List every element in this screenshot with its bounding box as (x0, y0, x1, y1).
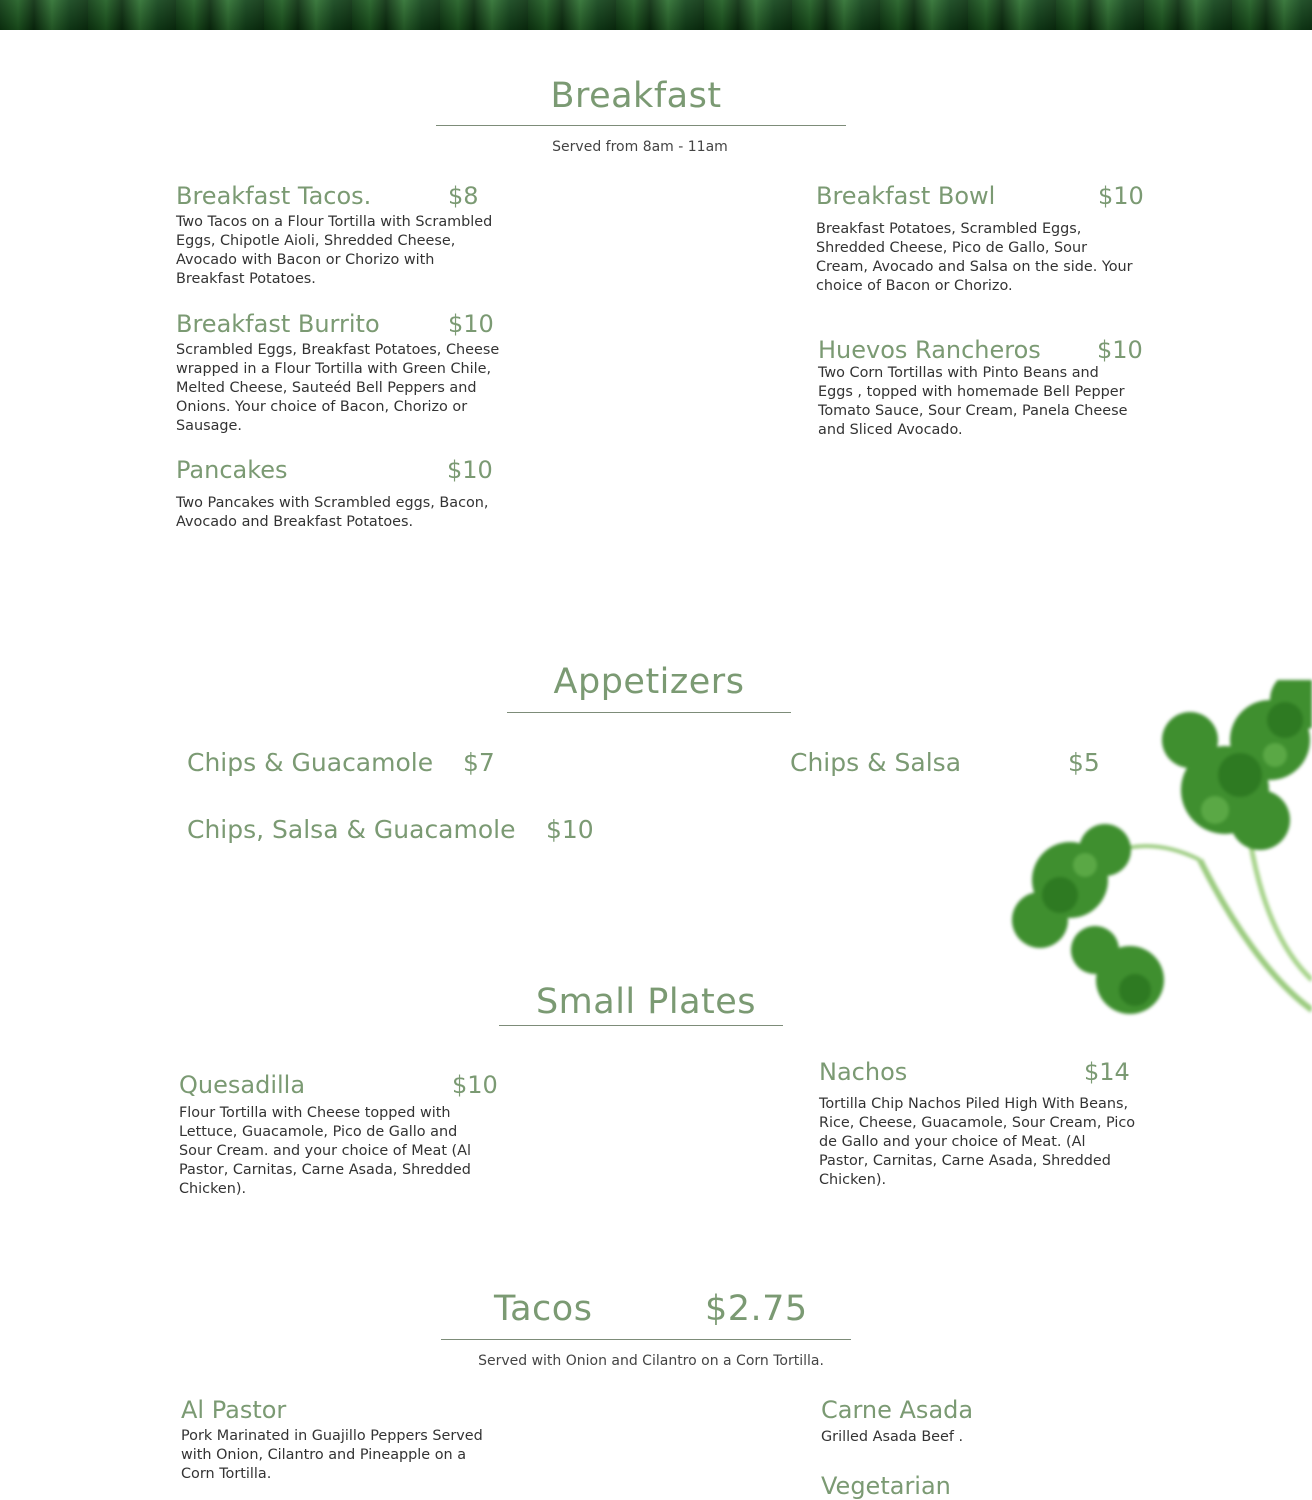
item-desc-breakfast-bowl: Breakfast Potatoes, Scrambled Eggs, Shredded Cheese, Pico de Gallo, Sour Cream, Avocado and Salsa on the side. Your choice of Bacon or Chorizo. (816, 221, 1133, 294)
item-desc-carne-asada: Grilled Asada Beef . (821, 1429, 964, 1445)
item-name-vegetarian: Vegetarian (821, 1472, 951, 1500)
item-name-al-pastor: Al Pastor (181, 1396, 287, 1424)
item-desc-al-pastor: Pork Marinated in Guajillo Peppers Served with Onion, Cilantro and Pineapple on a Corn Tortilla. (181, 1428, 483, 1482)
cilantro-decoration (1010, 680, 1312, 1025)
item-desc-quesadilla: Flour Tortilla with Cheese topped with Lettuce, Guacamole, Pico de Gallo and Sour Cream. and your choice of Meat (Al Pastor, Carnitas, Carne Asada, Shredded Chicken). (179, 1105, 472, 1197)
item-desc-breakfast-tacos: Two Tacos on a Flour Tortilla with Scrambled Eggs, Chipotle Aioli, Shredded Cheese, Avocado with Bacon or Chorizo with Breakfast Potatoes. (176, 214, 493, 287)
item-desc-huevos-rancheros: Two Corn Tortillas with Pinto Beans and Eggs , topped with homemade Bell Pepper Tomato Sauce, Sour Cream, Panela Cheese and Sliced Avocado. (818, 365, 1128, 438)
item-desc-breakfast-burrito: Scrambled Eggs, Breakfast Potatoes, Cheese wrapped in a Flour Tortilla with Green Chile, Melted Cheese, Sauteéd Bell Peppers and Onions. Your choice of Bacon, Chorizo or Sausage. (176, 342, 500, 434)
item-desc-pancakes: Two Pancakes with Scrambled eggs, Bacon, Avocado and Breakfast Potatoes. (176, 495, 489, 530)
item-price-breakfast-bowl: $10 (1098, 182, 1144, 210)
item-price-breakfast-tacos: $8 (448, 182, 479, 210)
item-name-carne-asada: Carne Asada (821, 1396, 974, 1424)
item-name-nachos: Nachos (819, 1058, 908, 1086)
appetizers-title: Appetizers (553, 662, 745, 702)
tacos-divider (441, 1339, 851, 1340)
item-price-chips-salsa: $5 (1068, 748, 1100, 777)
item-name-chips-salsa: Chips & Salsa (790, 748, 962, 777)
item-name-quesadilla: Quesadilla (179, 1071, 306, 1099)
item-price-huevos-rancheros: $10 (1097, 336, 1143, 364)
breakfast-divider (436, 125, 846, 126)
item-price-nachos: $14 (1084, 1058, 1130, 1086)
item-price-chips-salsa-guacamole: $10 (546, 815, 594, 844)
tacos-price: $2.75 (705, 1289, 808, 1329)
item-name-chips-salsa-guacamole: Chips, Salsa & Guacamole (187, 815, 516, 844)
item-price-pancakes: $10 (447, 456, 493, 484)
item-name-pancakes: Pancakes (176, 456, 288, 484)
item-desc-nachos: Tortilla Chip Nachos Piled High With Beans, Rice, Cheese, Guacamole, Sour Cream, Pico de Gallo and your choice of Meat. (Al Pastor, Carnitas, Carne Asada, Shredded Chicken). (819, 1096, 1136, 1188)
small-plates-title: Small Plates (535, 982, 757, 1022)
tacos-title: Tacos (494, 1289, 593, 1329)
item-name-chips-guacamole: Chips & Guacamole (187, 748, 434, 777)
item-price-breakfast-burrito: $10 (448, 310, 494, 338)
item-name-breakfast-burrito: Breakfast Burrito (176, 310, 380, 338)
item-price-chips-guacamole: $7 (463, 748, 495, 777)
appetizers-divider (507, 712, 791, 713)
item-name-breakfast-bowl: Breakfast Bowl (816, 182, 996, 210)
breakfast-subtitle: Served from 8am - 11am (552, 139, 728, 155)
item-name-breakfast-tacos: Breakfast Tacos. (176, 182, 372, 210)
tacos-subtitle: Served with Onion and Cilantro on a Corn Tortilla. (478, 1353, 824, 1369)
item-price-quesadilla: $10 (452, 1071, 498, 1099)
small-plates-divider (499, 1025, 783, 1026)
item-name-huevos-rancheros: Huevos Rancheros (818, 336, 1041, 364)
breakfast-title: Breakfast (550, 76, 722, 116)
header-banner (0, 0, 1312, 30)
